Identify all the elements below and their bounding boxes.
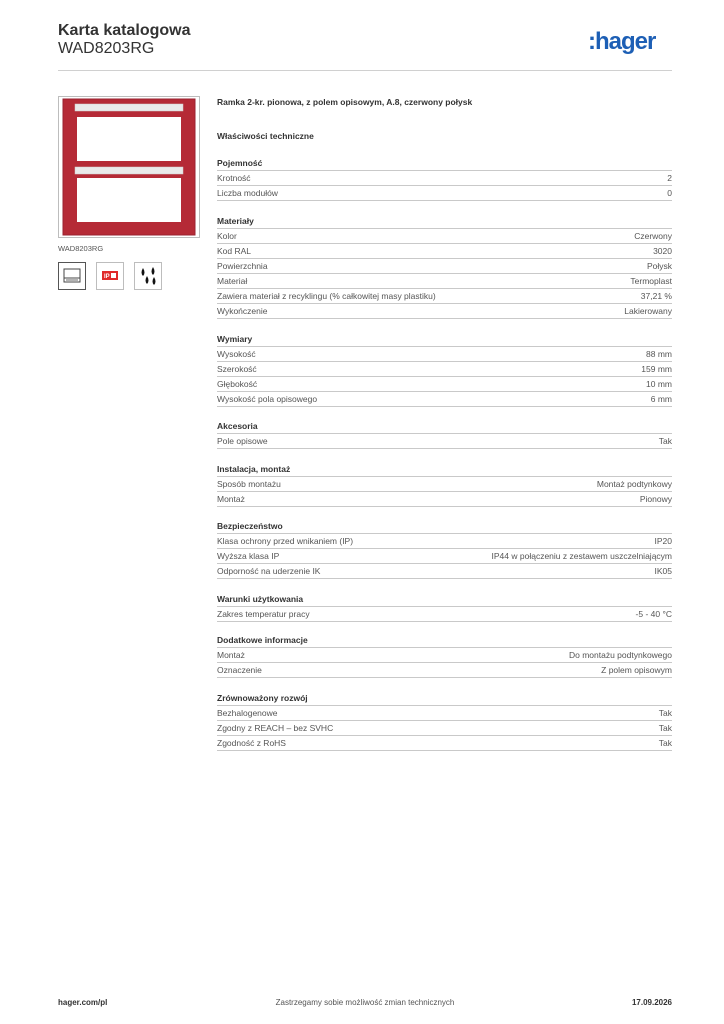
spec-row (217, 377, 672, 392)
spec-section (217, 594, 672, 622)
specifications-column (217, 96, 672, 751)
spec-row (217, 289, 672, 304)
spec-value: Czerwony (634, 231, 672, 241)
spec-label: Wysokość pola opisowego (217, 394, 318, 404)
spec-section-title: Warunki użytkowania (217, 594, 672, 607)
product-image (58, 96, 200, 238)
product-description: Ramka 2-kr. pionowa, z polem opisowym, A.8, czerwony połysk (217, 97, 473, 107)
page-footer (58, 998, 672, 1010)
spec-row (217, 229, 672, 244)
spec-label: Bezhalogenowe (217, 708, 278, 718)
spec-value: IP20 (654, 536, 672, 546)
spec-section-title: Materiały (217, 216, 672, 229)
spec-row (217, 564, 672, 579)
spec-label: Montaż (217, 650, 245, 660)
spec-value: Tak (658, 723, 672, 733)
spec-row (217, 186, 672, 201)
spec-value: Do montażu podtynkowego (568, 650, 672, 660)
spec-label: Sposób montażu (217, 479, 281, 489)
spec-section (217, 693, 672, 751)
spec-label: Zawiera materiał z recyklingu (% całkowitej masy plastiku) (217, 291, 436, 301)
spec-label: Oznaczenie (217, 665, 262, 675)
spec-value: Połysk (646, 261, 672, 271)
spec-section (217, 216, 672, 319)
spec-value: Lakierowany (624, 306, 672, 316)
spec-section (217, 421, 672, 449)
footer-date: 17.09.2026 (631, 998, 672, 1007)
spec-section (217, 635, 672, 678)
spec-label: Liczba modułów (217, 188, 278, 198)
spec-label: Kolor (217, 231, 237, 241)
hager-logo (588, 28, 672, 56)
footer-notice: Zastrzegamy sobie możliwość zmian technicznych (275, 998, 455, 1007)
spec-label: Wykończenie (217, 306, 268, 316)
footer-website: hager.com/pl (58, 998, 108, 1007)
spec-row (217, 171, 672, 186)
spec-row (217, 721, 672, 736)
spec-value: -5 - 40 °C (635, 609, 672, 619)
spec-row (217, 304, 672, 319)
spec-label: Krotność (217, 173, 251, 183)
hager-logo-text: :hager (588, 28, 656, 55)
document-title: Karta katalogowa (58, 22, 191, 39)
surface-mount-icon (58, 262, 86, 290)
frame-illustration (59, 97, 199, 237)
spec-row (217, 477, 672, 492)
spec-label: Wyższa klasa IP (217, 551, 280, 561)
product-code: WAD8203RG (58, 40, 155, 57)
spec-sections (217, 158, 672, 751)
spec-section-title: Akcesoria (217, 421, 672, 434)
spec-row (217, 534, 672, 549)
technical-properties-title: Właściwości techniczne (217, 131, 314, 141)
spec-value: IK05 (654, 566, 672, 576)
spec-value: Tak (658, 738, 672, 748)
spec-value: 2 (667, 173, 672, 183)
spec-section (217, 521, 672, 579)
spec-section (217, 158, 672, 201)
spec-value: Tak (658, 708, 672, 718)
spec-label: Materiał (217, 276, 248, 286)
spec-section (217, 464, 672, 507)
spec-label: Klasa ochrony przed wnikaniem (IP) (217, 536, 354, 546)
spec-row (217, 274, 672, 289)
spec-label: Głębokość (217, 379, 258, 389)
spec-row (217, 434, 672, 449)
image-caption: WAD8203RG (58, 244, 104, 253)
spec-section-title: Bezpieczeństwo (217, 521, 672, 534)
spec-section-title: Wymiary (217, 334, 672, 347)
feature-icons (58, 262, 218, 294)
spec-value: Z polem opisowym (601, 665, 672, 675)
spec-label: Powierzchnia (217, 261, 268, 271)
spec-value: 10 mm (646, 379, 672, 389)
spec-section-title: Instalacja, montaż (217, 464, 672, 477)
ip-rating-icon (96, 262, 124, 290)
spec-value: Montaż podtynkowy (596, 479, 672, 489)
spec-section-title: Dodatkowe informacje (217, 635, 672, 648)
spec-label: Pole opisowe (217, 436, 268, 446)
spec-label: Odporność na uderzenie IK (217, 566, 321, 576)
spec-value: Pionowy (639, 494, 672, 504)
spec-value: 88 mm (646, 349, 672, 359)
spec-row (217, 549, 672, 564)
spec-value: Termoplast (630, 276, 672, 286)
spec-row (217, 607, 672, 622)
spec-value: 37,21 % (640, 291, 672, 301)
spec-row (217, 736, 672, 751)
spec-section-title: Zrównoważony rozwój (217, 693, 672, 706)
spec-value: IP44 w połączeniu z zestawem uszczelniającym (491, 551, 672, 561)
water-drops-icon (134, 262, 162, 290)
spec-row (217, 392, 672, 407)
spec-row (217, 492, 672, 507)
spec-row (217, 362, 672, 377)
spec-label: Szerokość (217, 364, 257, 374)
spec-row (217, 706, 672, 721)
spec-value: 6 mm (650, 394, 672, 404)
spec-row (217, 648, 672, 663)
svg-text:IP: IP (104, 274, 110, 280)
spec-row (217, 663, 672, 678)
spec-value: Tak (658, 436, 672, 446)
spec-row (217, 244, 672, 259)
spec-label: Montaż (217, 494, 245, 504)
spec-label: Kod RAL (217, 246, 252, 256)
spec-section (217, 334, 672, 407)
spec-label: Zakres temperatur pracy (217, 609, 310, 619)
spec-value: 0 (667, 188, 672, 198)
spec-label: Zgodność z RoHS (217, 738, 286, 748)
spec-value: 3020 (653, 246, 672, 256)
spec-label: Wysokość (217, 349, 256, 359)
spec-row (217, 259, 672, 274)
spec-section-title: Pojemność (217, 158, 672, 171)
spec-value: 159 mm (641, 364, 672, 374)
page-header (58, 22, 672, 71)
spec-row (217, 347, 672, 362)
spec-label: Zgodny z REACH – bez SVHC (217, 723, 334, 733)
